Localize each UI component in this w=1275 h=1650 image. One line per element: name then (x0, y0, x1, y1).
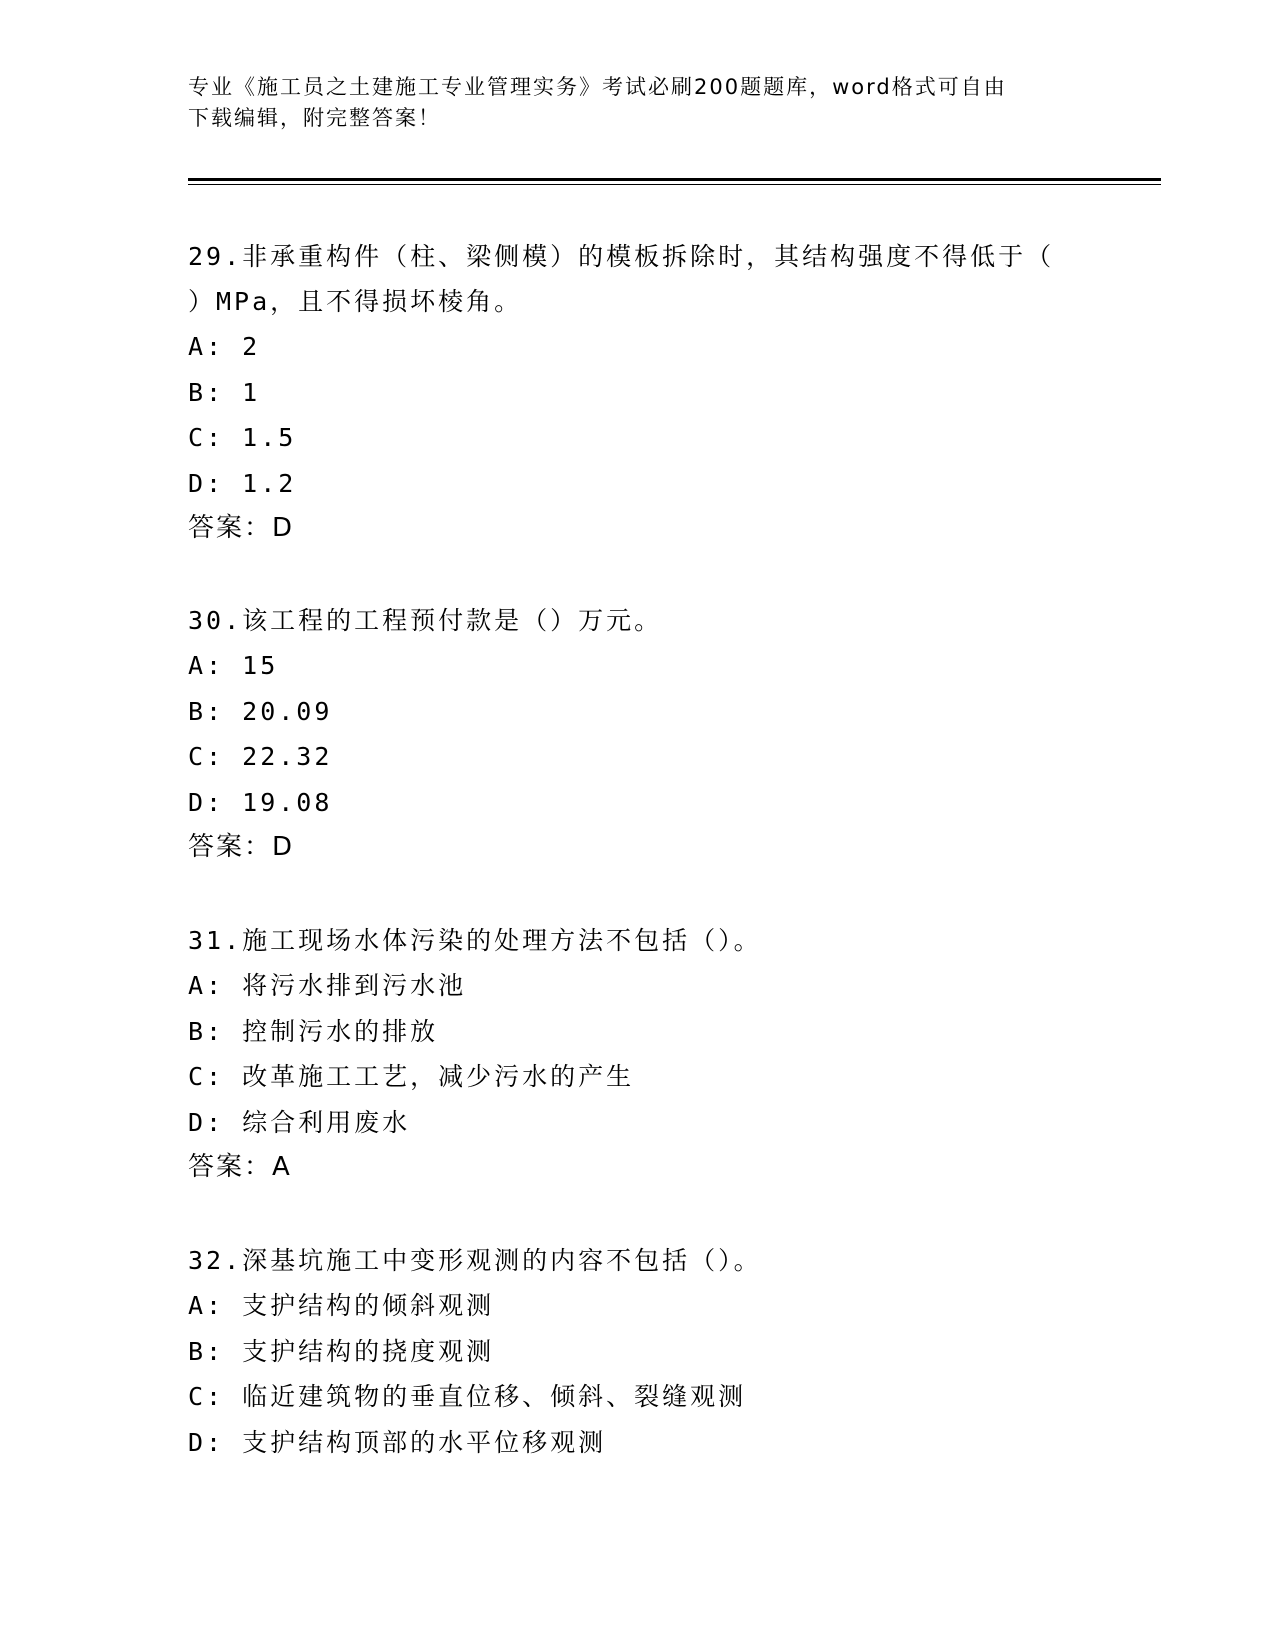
option-c: C: 临近建筑物的垂直位移、倾斜、裂缝观测 (188, 1382, 747, 1411)
option-c: C: 22.32 (188, 742, 333, 771)
header-line-1: 专业《施工员之土建施工专业管理实务》考试必刷200题题库，word格式可自由 (188, 75, 1007, 99)
question-29 (188, 234, 1088, 551)
header-divider-thin (188, 184, 1161, 185)
option-b: B: 支护结构的挠度观测 (188, 1336, 495, 1366)
question-stem: 31.施工现场水体污染的处理方法不包括（）。 (188, 926, 762, 955)
option-b: B: 控制污水的排放 (188, 1016, 439, 1046)
option-d: D: 支护结构顶部的水平位移观测 (188, 1427, 607, 1457)
option-b: B: 1 (188, 377, 261, 407)
question-30 (188, 598, 1088, 870)
question-stem: 30.该工程的工程预付款是（）万元。 (188, 606, 663, 635)
option-d: D: 1.2 (188, 468, 297, 498)
question-stem: 32.深基坑施工中变形观测的内容不包括（）。 (188, 1246, 762, 1275)
question-31 (188, 918, 1088, 1190)
option-a: A: 2 (188, 332, 261, 361)
answer-line: 答案：D (188, 832, 295, 862)
answer-line: 答案：A (188, 1152, 292, 1182)
header-divider-thick (188, 178, 1161, 181)
question-stem: 29.非承重构件（柱、梁侧模）的模板拆除时，其结构强度不得低于（ (188, 242, 1055, 271)
option-a: A: 将污水排到污水池 (188, 971, 467, 1000)
header-line-2: 下载编辑，附完整答案！ (188, 106, 441, 130)
question-32 (188, 1238, 1088, 1465)
option-a: A: 15 (188, 651, 279, 680)
answer-line: 答案：D (188, 513, 295, 543)
option-d: D: 19.08 (188, 787, 333, 817)
option-c: C: 1.5 (188, 423, 297, 452)
option-a: A: 支护结构的倾斜观测 (188, 1291, 495, 1320)
question-stem-continued: ）MPa，且不得损坏棱角。 (188, 287, 523, 316)
option-b: B: 20.09 (188, 696, 333, 726)
option-d: D: 综合利用废水 (188, 1107, 411, 1137)
option-c: C: 改革施工工艺，减少污水的产生 (188, 1062, 635, 1091)
document-header (188, 72, 1088, 134)
